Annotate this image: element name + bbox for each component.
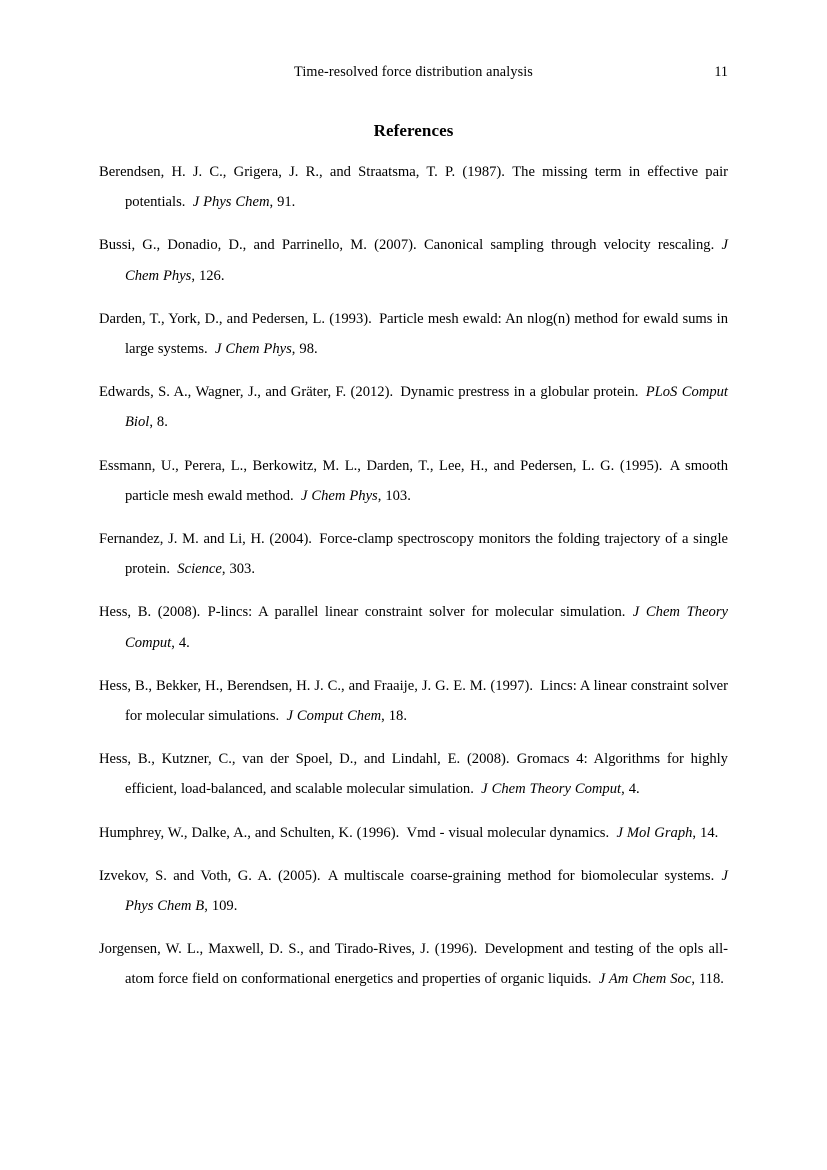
reference-list: [99, 157, 728, 995]
running-header-title: Time-resolved force distribution analysis: [294, 64, 533, 80]
reference-authors-year: Jorgensen, W. L., Maxwell, D. S., and Tirado-Rives, J. (1996).: [99, 941, 478, 958]
reference-journal: Science: [177, 561, 222, 578]
reference-entry: Fernandez, J. M. and Li, H. (2004). Force-clamp spectroscopy monitors the folding trajectory of a single protein. Science, 303.: [99, 531, 728, 578]
reference-volume: 14.: [700, 824, 719, 841]
reference-journal: J Chem Theory Comput: [125, 604, 729, 651]
reference-title: Gromacs 4: Algorithms for highly efficient, load-balanced, and scalable molecular simulation.: [125, 751, 728, 798]
reference-title: A smooth particle mesh ewald method.: [125, 457, 728, 504]
reference-authors-year: Hess, B., Kutzner, C., van der Spoel, D., and Lindahl, E. (2008).: [99, 751, 510, 768]
reference-volume: 303.: [229, 561, 255, 578]
reference-entry: Humphrey, W., Dalke, A., and Schulten, K. (1996). Vmd - visual molecular dynamics. J Mol Graph, 14.: [99, 824, 719, 841]
reference-authors-year: Essmann, U., Perera, L., Berkowitz, M. L., Darden, T., Lee, H., and Pedersen, L. G. (1995).: [99, 457, 663, 474]
reference-title: Force-clamp spectroscopy monitors the folding trajectory of a single protein.: [125, 531, 728, 578]
reference-entry: Edwards, S. A., Wagner, J., and Gräter, F. (2012). Dynamic prestress in a globular protein. PLoS Comput Biol, 8.: [99, 384, 728, 431]
running-header: [99, 62, 728, 82]
reference-journal: J Chem Phys: [125, 237, 729, 284]
reference-volume: 8.: [156, 414, 168, 431]
section-heading-references: References: [373, 121, 454, 140]
reference-entry: Bussi, G., Donadio, D., and Parrinello, M. (2007). Canonical sampling through velocity rescaling. J Chem Phys, 126.: [99, 237, 729, 284]
reference-authors-year: Darden, T., York, D., and Pedersen, L. (1993).: [99, 310, 372, 327]
reference-journal: J Chem Theory Comput: [481, 781, 622, 798]
reference-authors-year: Hess, B. (2008).: [99, 604, 201, 621]
reference-journal: J Chem Phys: [215, 341, 292, 358]
reference-volume: 103.: [385, 487, 411, 504]
reference-authors-year: Edwards, S. A., Wagner, J., and Gräter, F. (2012).: [99, 384, 394, 401]
reference-entry: Hess, B., Bekker, H., Berendsen, H. J. C., and Fraaije, J. G. E. M. (1997). Lincs: A linear constraint solver for molecular simulations. J Comput Chem, 18.: [99, 677, 728, 725]
reference-authors-year: Bussi, G., Donadio, D., and Parrinello, M. (2007).: [99, 237, 417, 254]
reference-journal: J Am Chem Soc: [598, 971, 692, 988]
page-number: 11: [714, 64, 728, 80]
reference-journal: J Phys Chem B: [125, 867, 728, 915]
reference-volume: 4.: [178, 634, 190, 651]
reference-title: A multiscale coarse-graining method for biomolecular systems.: [327, 867, 715, 884]
reference-journal: J Mol Graph: [616, 824, 693, 841]
reference-authors-year: Humphrey, W., Dalke, A., and Schulten, K. (1996).: [99, 824, 400, 841]
reference-volume: 91.: [277, 194, 296, 211]
reference-volume: 98.: [299, 341, 318, 358]
reference-volume: 4.: [628, 781, 640, 798]
reference-title: Development and testing of the opls all-atom force field on conformational energetics and properties of organic liquids.: [125, 941, 728, 988]
reference-journal: J Phys Chem: [192, 194, 270, 211]
reference-journal: PLoS Comput Biol: [125, 384, 728, 431]
reference-entry: Darden, T., York, D., and Pedersen, L. (1993). Particle mesh ewald: An nlog(n) method for ewald sums in large systems. J Chem Phys, 98.: [99, 310, 728, 358]
reference-entry: Hess, B. (2008). P-lincs: A parallel linear constraint solver for molecular simulation. J Chem Theory Comput, 4.: [99, 604, 729, 651]
reference-title: Vmd - visual molecular dynamics.: [406, 824, 610, 841]
reference-authors-year: Berendsen, H. J. C., Grigera, J. R., and Straatsma, T. P. (1987).: [99, 164, 505, 180]
reference-volume: 126.: [198, 267, 225, 284]
reference-authors-year: Izvekov, S. and Voth, G. A. (2005).: [99, 867, 321, 884]
reference-title: P-lincs: A parallel linear constraint solver for molecular simulation.: [207, 604, 626, 621]
reference-title: Canonical sampling through velocity rescaling.: [423, 237, 715, 254]
reference-authors-year: Hess, B., Bekker, H., Berendsen, H. J. C., and Fraaije, J. G. E. M. (1997).: [99, 677, 533, 694]
reference-entry: Berendsen, H. J. C., Grigera, J. R., and Straatsma, T. P. (1987). The missing term in effective pair potentials. J Phys Chem, 91.: [99, 164, 728, 211]
reference-entry: Hess, B., Kutzner, C., van der Spoel, D., and Lindahl, E. (2008). Gromacs 4: Algorithms for highly efficient, load-balanced, and scalable molecular simulation. J Chem Theory Comput, 4.: [99, 751, 728, 798]
reference-volume: 109.: [211, 898, 238, 915]
reference-title: Particle mesh ewald: An nlog(n) method for ewald sums in large systems.: [125, 310, 728, 358]
reference-journal: J Chem Phys: [300, 487, 378, 504]
reference-authors-year: Fernandez, J. M. and Li, H. (2004).: [99, 531, 312, 548]
reference-title: Lincs: A linear constraint solver for molecular simulations.: [125, 677, 728, 725]
reference-volume: 18.: [388, 708, 407, 725]
reference-entry: Izvekov, S. and Voth, G. A. (2005). A multiscale coarse-graining method for biomolecular systems. J Phys Chem B, 109.: [99, 867, 728, 915]
reference-title: The missing term in effective pair potentials.: [125, 164, 728, 211]
reference-entry: Jorgensen, W. L., Maxwell, D. S., and Tirado-Rives, J. (1996). Development and testing of the opls all-atom force field on conformational energetics and properties of organic liquids. J Am Chem Soc, 118.: [99, 941, 728, 988]
reference-journal: J Comput Chem: [286, 708, 382, 725]
reference-title: Dynamic prestress in a globular protein.: [400, 384, 639, 401]
reference-entry: Essmann, U., Perera, L., Berkowitz, M. L., Darden, T., Lee, H., and Pedersen, L. G. (1995). A smooth particle mesh ewald method. J Chem Phys, 103.: [99, 457, 728, 504]
reference-volume: 118.: [698, 971, 724, 988]
